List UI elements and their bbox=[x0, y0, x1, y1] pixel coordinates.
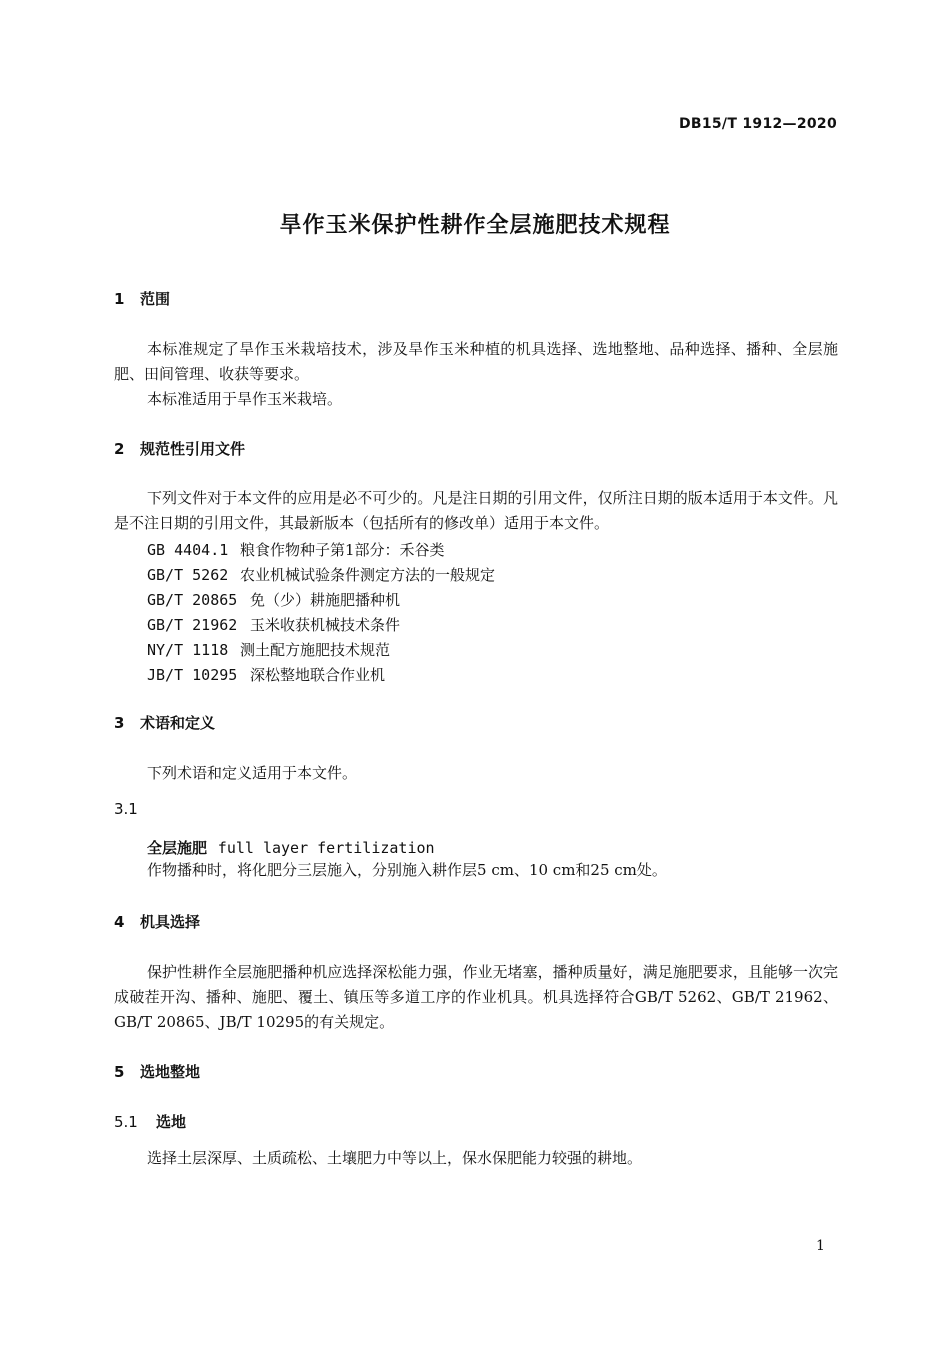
section-title: 术语和定义 bbox=[140, 714, 216, 732]
section-number: 3 bbox=[114, 714, 125, 732]
term-zh: 全层施肥 bbox=[147, 839, 208, 857]
document-title: 旱作玉米保护性耕作全层施肥技术规程 bbox=[279, 213, 671, 238]
section-3-heading bbox=[114, 712, 215, 733]
reference-item bbox=[147, 639, 390, 660]
section-number: 2 bbox=[114, 440, 125, 458]
section-number: 5 bbox=[114, 1063, 125, 1081]
page-number: 1 bbox=[816, 1238, 825, 1254]
reference-title: 玉米收获机械技术条件 bbox=[250, 616, 401, 634]
section-1-paragraph-2: 本标准适用于旱作玉米栽培。 bbox=[147, 390, 343, 408]
term-definition: 作物播种时，将化肥分三层施入，分别施入耕作层5 cm、10 cm和25 cm处。 bbox=[147, 861, 667, 879]
reference-code: GB 4404.1 bbox=[147, 541, 229, 559]
reference-code: GB/T 20865 bbox=[147, 591, 238, 609]
section-3-intro: 下列术语和定义适用于本文件。 bbox=[147, 764, 358, 782]
subsection-title: 选地 bbox=[156, 1113, 187, 1131]
subsection-number: 5.1 bbox=[114, 1113, 138, 1131]
section-number: 1 bbox=[114, 290, 125, 308]
reference-code: GB/T 5262 bbox=[147, 566, 229, 584]
standard-code: DB15/T 1912—2020 bbox=[678, 116, 837, 132]
reference-item bbox=[147, 614, 400, 635]
term-number: 3.1 bbox=[114, 800, 138, 818]
reference-title: 粮食作物种子第1部分：禾谷类 bbox=[240, 541, 445, 559]
reference-title: 免（少）耕施肥播种机 bbox=[250, 591, 401, 609]
section-title: 规范性引用文件 bbox=[140, 440, 246, 458]
reference-title: 测土配方施肥技术规范 bbox=[240, 641, 391, 659]
reference-code: NY/T 1118 bbox=[147, 641, 229, 659]
section-4-paragraph: 保护性耕作全层施肥播种机应选择深松能力强，作业无堵塞，播种质量好，满足施肥要求，且能够一次完成破茬开沟、播种、施肥、覆土、镇压等多道工序的作业机具。机具选择符合GB/T 5262、GB/T 21962、GB/T 20865、JB/T 10295的有关规定。 bbox=[114, 963, 838, 1031]
reference-title: 深松整地联合作业机 bbox=[250, 666, 386, 684]
subsection-5-1-heading bbox=[114, 1111, 186, 1132]
section-4-heading bbox=[114, 911, 200, 932]
section-number: 4 bbox=[114, 913, 125, 931]
reference-code: JB/T 10295 bbox=[147, 666, 238, 684]
reference-item bbox=[147, 564, 495, 585]
section-title: 范围 bbox=[140, 290, 171, 308]
section-title: 机具选择 bbox=[140, 913, 201, 931]
section-1-heading bbox=[114, 288, 170, 309]
reference-item bbox=[147, 539, 445, 560]
reference-code: GB/T 21962 bbox=[147, 616, 238, 634]
section-1-paragraph-1: 本标准规定了旱作玉米栽培技术，涉及旱作玉米种植的机具选择、选地整地、品种选择、播种、全层施肥、田间管理、收获等要求。 bbox=[114, 340, 838, 383]
section-title: 选地整地 bbox=[140, 1063, 201, 1081]
subsection-5-1-paragraph: 选择土层深厚、土质疏松、土壤肥力中等以上，保水保肥能力较强的耕地。 bbox=[147, 1149, 643, 1167]
reference-item bbox=[147, 589, 400, 610]
reference-item bbox=[147, 664, 385, 685]
section-5-heading bbox=[114, 1061, 200, 1082]
term-en: full layer fertilization bbox=[217, 839, 435, 857]
reference-title: 农业机械试验条件测定方法的一般规定 bbox=[240, 566, 496, 584]
section-2-heading bbox=[114, 438, 245, 459]
section-2-intro: 下列文件对于本文件的应用是必不可少的。凡是注日期的引用文件，仅所注日期的版本适用于本文件。凡是不注日期的引用文件，其最新版本（包括所有的修改单）适用于本文件。 bbox=[114, 489, 838, 532]
